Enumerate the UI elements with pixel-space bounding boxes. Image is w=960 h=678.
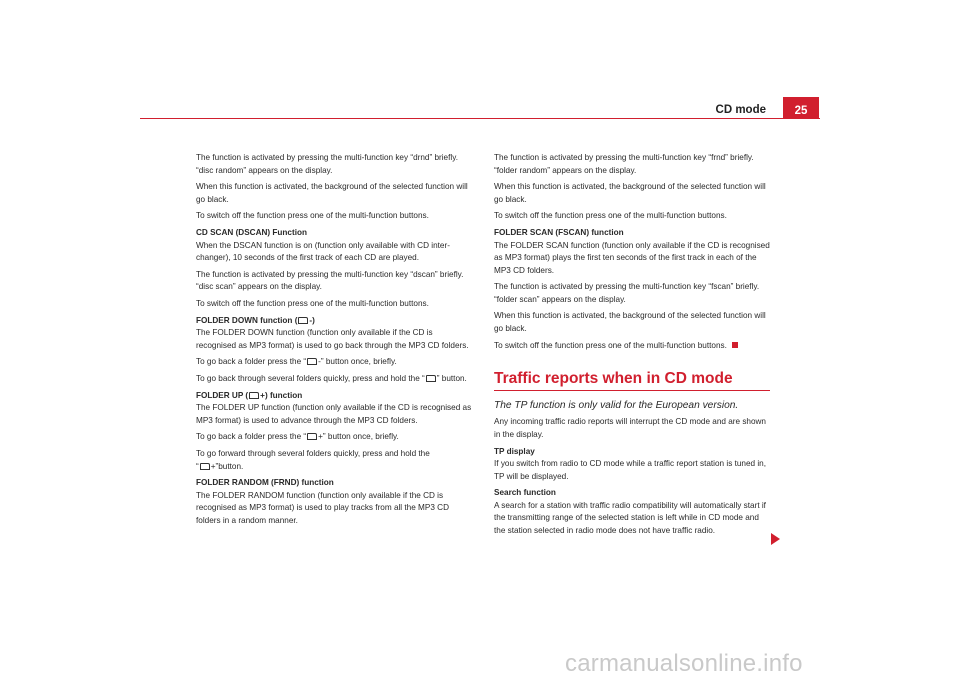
page-number: 25 (783, 97, 819, 119)
paragraph: The function is activated by pressing the multi-function key “fscan” briefly. “folder scan” appears on the display. (494, 282, 760, 304)
paragraph: The FOLDER DOWN function (function only available if the CD is recognised as MP3 format) is used to go back through the MP3 CD folders. (196, 328, 469, 350)
next-page-arrow-icon[interactable] (771, 533, 780, 545)
paragraph: “ +”button. (196, 461, 244, 471)
right-column (494, 152, 770, 541)
paragraph: To switch off the function press one of the multi-function buttons. (196, 211, 429, 221)
paragraph: To go back a folder press the “ +” button once, briefly. (196, 432, 399, 442)
paragraph: To switch off the function press one of the multi-function buttons. (494, 340, 770, 353)
heading-folder-random: FOLDER RANDOM (FRND) function (196, 478, 334, 488)
folder-icon (307, 358, 317, 365)
folder-icon (200, 463, 210, 470)
heading-dscan: CD SCAN (DSCAN) Function (196, 228, 307, 238)
paragraph: When the DSCAN function is on (function only available with CD inter-changer), 10 seconds of the first track of each CD are played. (196, 240, 450, 263)
paragraph: The FOLDER RANDOM function (function only available if the CD is recognised as MP3 format) is used to play tracks from all the MP3 CD folders in a random manner. (196, 490, 449, 525)
heading-search-function: Search function (494, 488, 556, 498)
folder-icon (426, 375, 436, 382)
paragraph: To switch off the function press one of the multi-function buttons. (494, 211, 727, 221)
paragraph: The function is activated by pressing the multi-function key “frnd” briefly. “folder random” appears on the display. (494, 153, 754, 175)
folder-icon (249, 392, 259, 399)
folder-icon (298, 317, 308, 324)
paragraph: The function is activated by pressing the multi-function key “dscan” briefly. “disc scan” appears on the display. (196, 269, 464, 292)
heading-folder-up: FOLDER UP ( +) function (196, 390, 303, 400)
paragraph: The FOLDER UP function (function only available if the CD is recognised as MP3 format) is used to advance through the MP3 CD folders. (196, 403, 472, 425)
paragraph: The function is activated by pressing the multi-function key “drnd” briefly. “disc random” appears on the display. (196, 153, 458, 175)
paragraph: When this function is activated, the background of the selected function will go black. (494, 182, 766, 204)
paragraph: The FOLDER SCAN function (function only available if the CD is recognised as MP3 format) plays the first ten seconds of the first track in each of the MP3 CD folders. (494, 240, 770, 275)
section-rule (494, 390, 770, 391)
watermark: carmanualsonline.info (565, 650, 803, 677)
running-header: CD mode (715, 104, 766, 116)
paragraph: To go forward through several folders quickly, press and hold the (196, 449, 430, 459)
paragraph: Any incoming traffic radio reports will interrupt the CD mode and are shown in the display. (494, 417, 766, 439)
heading-folder-down: FOLDER DOWN function ( -) (196, 315, 315, 325)
paragraph: When this function is activated, the background of the selected function will go black. (196, 182, 468, 204)
heading-folder-scan: FOLDER SCAN (FSCAN) function (494, 228, 624, 238)
header-rule (140, 118, 820, 119)
paragraph: To go back through several folders quickly, press and hold the “ ” button. (196, 374, 467, 383)
left-column (196, 152, 472, 531)
section-lead: The TP function is only valid for the European version. (494, 400, 739, 412)
folder-icon (307, 433, 317, 440)
paragraph: A search for a station with traffic radio compatibility will automatically start if the transmitting range of the selected station is left while in CD mode and the station selected in radio mode does not have traffic radio. (494, 500, 766, 535)
paragraph: To go back a folder press the “ -” button once, briefly. (196, 357, 397, 367)
section-title: Traffic reports when in CD mode (494, 370, 733, 388)
paragraph: If you switch from radio to CD mode while a traffic report station is tuned in, TP will be displayed. (494, 459, 766, 481)
section-end-icon (732, 342, 738, 348)
paragraph: When this function is activated, the background of the selected function will go black. (494, 311, 766, 333)
paragraph: To switch off the function press one of the multi-function buttons. (196, 298, 429, 308)
heading-tp-display: TP display (494, 446, 535, 456)
